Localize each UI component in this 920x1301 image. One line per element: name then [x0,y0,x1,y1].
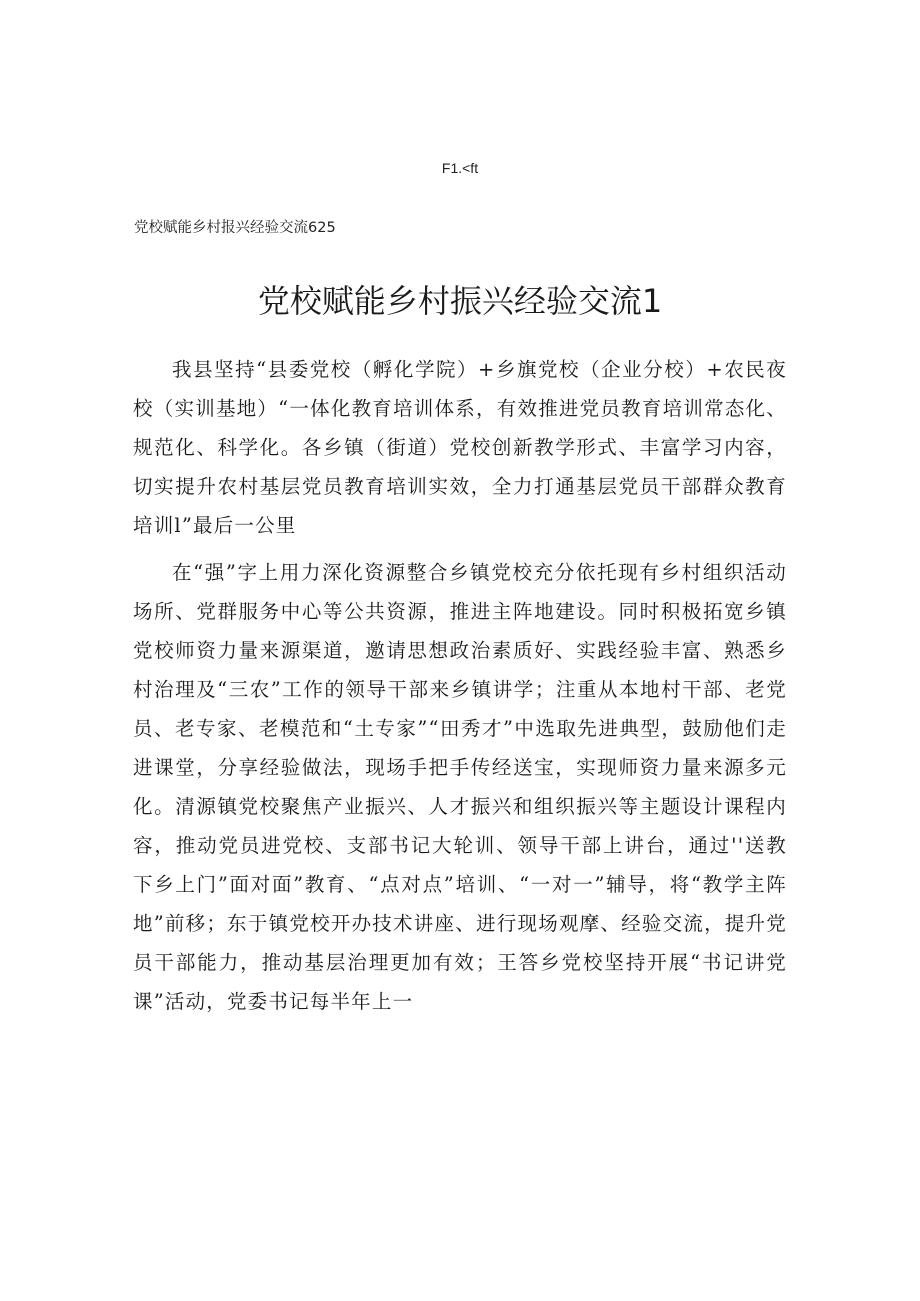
page-header-label: F1.<ft [441,160,479,176]
document-subheading: 党校赋能乡村报兴经验交流625 [134,220,336,236]
document-title: 党校赋能乡村振兴经验交流1 [257,282,663,320]
body-paragraph-2: 在“强”字上用力深化资源整合乡镇党校充分依托现有乡村组织活动场所、党群服务中心等公共资源，推进主阵地建设。同时积极拓宽乡镇党校师资力量来源渠道，邀请思想政治素质好、实践经验丰富、熟悉乡村治理及“三农”工作的领导干部来乡镇讲学；注重从本地村干部、老党员、老专家、老模范和“土专家”“田秀才”中选取先进典型，鼓励他们走进课堂，分享经验做法，现场手把手传经送宝，实现师资力量来源多元化。清源镇党校聚焦产业振兴、人才振兴和组织振兴等主题设计课程内容，推动党员进党校、支部书记大轮训、领导干部上讲台，通过''送教下乡上门”面对面”教育、“点对点”培训、“一对一”辅导，将“教学主阵地”前移；东于镇党校开办技术讲座、进行现场观摩、经验交流，提升党员干部能力，推动基层治理更加有效；王答乡党校坚持开展“书记讲党课”活动，党委书记每半年上一 [133,561,787,1013]
body-paragraph-1: 我县坚持“县委党校（孵化学院）+乡旗党校（企业分校）+农民夜校（实训基地）“一体化教育培训体系，有效推进党员教育培训常态化、规范化、科学化。各乡镇（街道）党校创新教学形式、丰富学习内容，切实提升农村基层党员教育培训实效，全力打通基层党员干部群众教育培训l”最后一公里 [133,358,787,537]
document-body [133,350,787,1029]
